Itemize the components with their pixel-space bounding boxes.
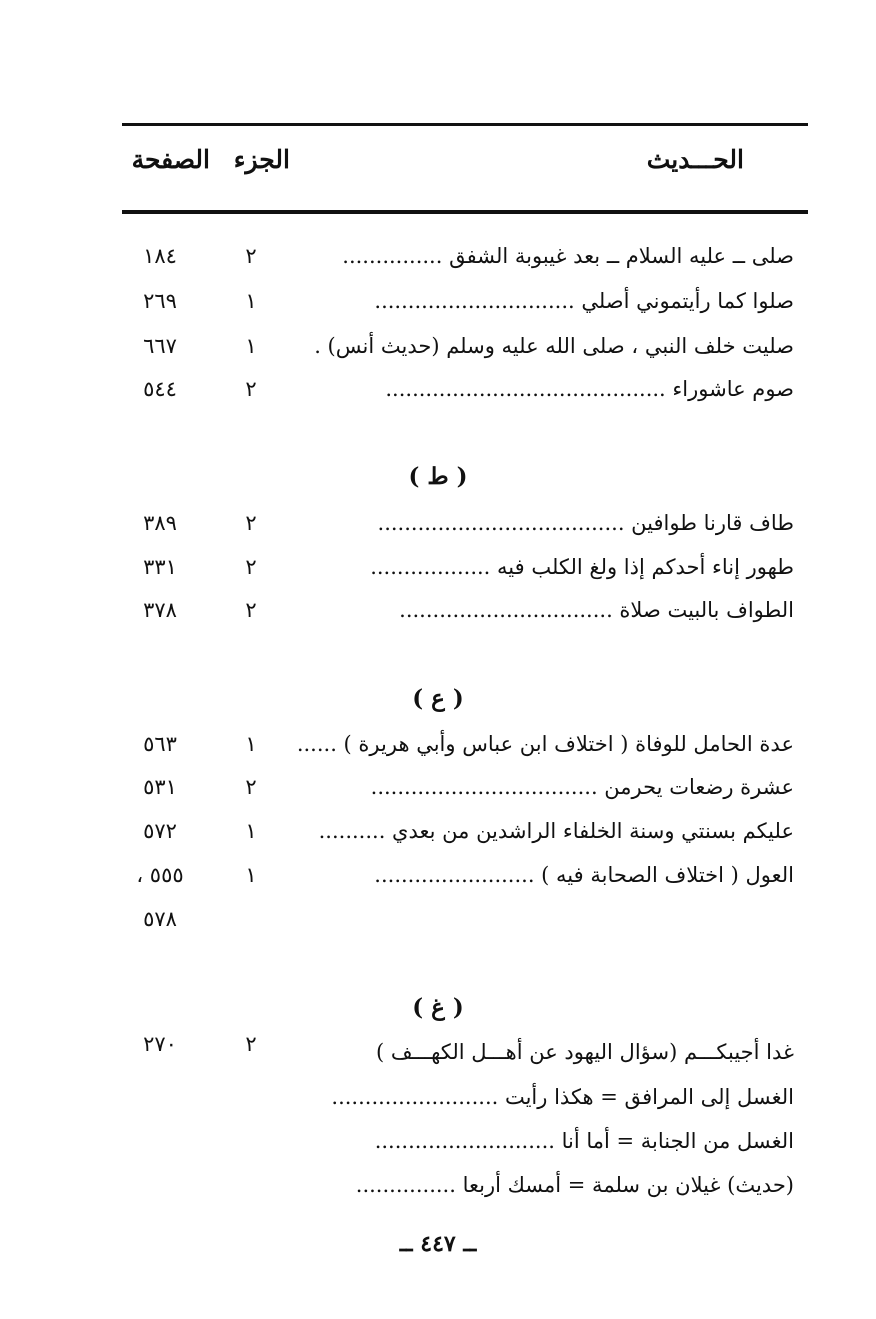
index-entry	[0, 811, 876, 855]
hadith-text: عليكم بسنتي وسنة الخلفاء الراشدين من بعدي ..........	[318, 819, 794, 843]
volume-number: ١	[245, 819, 257, 843]
hadith-text: العول ( اختلاف الصحابة فيه ) ........................	[374, 863, 794, 887]
page-number: ١٨٤	[143, 244, 177, 268]
index-entry	[0, 369, 876, 413]
column-header-juz: الجزء	[233, 145, 290, 174]
index-entry	[0, 1121, 876, 1165]
page-number: ٣٨٩	[143, 511, 177, 535]
page-number: ٥٧٢	[143, 819, 177, 843]
index-entry	[0, 855, 876, 899]
index-entry	[0, 326, 876, 370]
hadith-text: صلوا كما رأيتموني أصلي ..............................	[374, 289, 794, 313]
volume-number: ١	[245, 334, 257, 358]
hadith-text: الغسل من الجنابة = أما أنا ...........................	[374, 1129, 794, 1153]
hadith-text: طهور إناء أحدكم إذا ولغ الكلب فيه ..................	[370, 555, 794, 579]
volume-number: ١	[245, 289, 257, 313]
hadith-text: الغسل إلى المرافق = هكذا رأيت .........................	[331, 1085, 794, 1109]
volume-number: ٢	[245, 598, 257, 622]
index-entry	[0, 1165, 876, 1209]
volume-number: ٢	[245, 511, 257, 535]
page-number: ٥٦٣	[143, 732, 177, 756]
hadith-text: طاف قارنا طوافين .....................................	[377, 511, 794, 535]
index-entry	[0, 590, 876, 634]
hadith-text: (حديث) غيلان بن سلمة = أمسك أربعا ...............	[355, 1173, 794, 1197]
section-letter-ghain: ( غ )	[412, 994, 464, 1021]
page-number: ٢٦٩	[143, 289, 177, 313]
hadith-text: عدة الحامل للوفاة ( اختلاف ابن عباس وأبي هريرة ) ......	[296, 732, 794, 756]
page-number: ٥٥٥ ،	[136, 863, 184, 887]
volume-number: ٢	[245, 377, 257, 401]
hadith-text: عشرة رضعات يحرمن ..................................	[370, 775, 794, 799]
index-entry	[0, 236, 876, 280]
volume-number: ٢	[245, 1032, 257, 1056]
page-number: ٥٤٤	[143, 377, 177, 401]
index-entry	[0, 767, 876, 811]
hadith-text: صلى ــ عليه السلام ــ بعد غيبوبة الشفق ...............	[342, 244, 794, 268]
index-entry	[0, 281, 876, 325]
page-number: ٢٧٠	[143, 1032, 177, 1056]
page-number: ٥٣١	[143, 775, 177, 799]
hadith-text: غدا أجيبكـــم (سؤال اليهود عن أهـــل الكهـــف )	[376, 1040, 794, 1064]
volume-number: ٢	[245, 244, 257, 268]
volume-number: ١	[245, 732, 257, 756]
page-number: ٣٣١	[143, 555, 177, 579]
section-letter-ta: ( ط )	[408, 463, 468, 490]
page-footer-number: ــ ٤٤٧ ــ	[399, 1231, 477, 1257]
page-number: ٥٧٨	[143, 907, 177, 931]
top-rule	[122, 123, 808, 126]
column-header-hadith: الحـــديث	[646, 145, 744, 174]
volume-number: ٢	[245, 775, 257, 799]
index-entry-continuation	[0, 899, 876, 943]
index-entry	[0, 1077, 876, 1121]
hadith-text: صوم عاشوراء ..........................................	[385, 377, 794, 401]
hadith-text: صليت خلف النبي ، صلى الله عليه وسلم (حديث أنس) .	[314, 334, 794, 358]
index-entry	[0, 547, 876, 591]
page-number: ٣٧٨	[143, 598, 177, 622]
column-header-page: الصفحة	[131, 145, 210, 174]
page-number: ٦٦٧	[143, 334, 177, 358]
volume-number: ٢	[245, 555, 257, 579]
index-entry	[0, 503, 876, 547]
section-letter-ain: ( ع )	[412, 685, 464, 712]
index-entry	[0, 1032, 876, 1076]
header-bottom-rule	[122, 210, 808, 214]
volume-number: ١	[245, 863, 257, 887]
index-entry	[0, 724, 876, 768]
hadith-text: الطواف بالبيت صلاة ................................	[399, 598, 794, 622]
